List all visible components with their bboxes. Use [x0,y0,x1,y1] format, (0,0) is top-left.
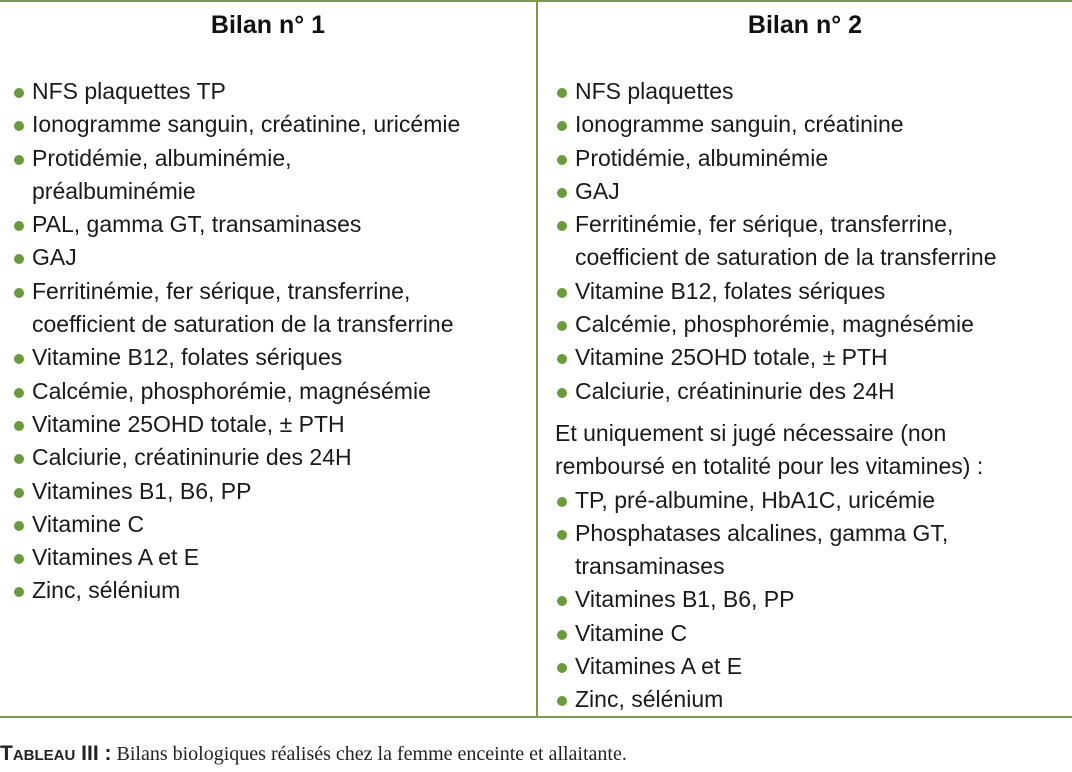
bullet-icon [557,696,567,706]
bullet-icon [14,221,24,231]
bullet-icon [557,188,567,198]
item-line: Calciurie, créatininurie des 24H [32,444,352,471]
conditional-note [555,417,1072,484]
bullet-icon [14,388,24,398]
list-item [12,574,536,607]
list-item [555,75,1072,108]
bullet-icon [557,497,567,507]
list-item [12,241,536,274]
bullet-icon [557,121,567,131]
column-bilan-2 [538,2,1072,717]
item-line: NFS plaquettes TP [32,78,226,104]
bullet-icon [557,596,567,606]
bullet-icon [14,554,24,564]
list-item [555,484,1072,517]
item-line: Vitamines A et E [575,653,743,680]
list-item [555,650,1072,683]
item-line: Vitamine 25OHD totale, ± PTH [32,410,345,437]
bullet-icon [14,454,24,464]
list-item [12,208,536,241]
item-line: préalbuminémie [32,177,196,204]
item-line: Ionogramme sanguin, créatinine, uricémie [32,111,461,138]
list-item [12,475,536,508]
item-line: Vitamine B12, folates sériques [32,344,343,371]
note-line: remboursé en totalité pour les vitamines) : [555,453,984,480]
column-header: Bilan n° 1 [210,11,326,39]
item-line: coefficient de saturation de la transferrine [32,311,454,338]
list-item [12,441,536,474]
bullet-icon [557,155,567,165]
item-line: Ferritinémie, fer sérique, transferrine, [575,211,954,238]
table-caption [0,742,627,766]
bullet-icon [14,155,24,165]
list-item [555,308,1072,341]
list-item [12,375,536,408]
item-line: NFS plaquettes [575,78,734,104]
list-item [555,583,1072,616]
item-line: TP, pré-albumine, HbA1C, uricémie [575,486,936,513]
list-item [12,408,536,441]
item-line: Calciurie, créatininurie des 24H [575,377,895,404]
bullet-icon [557,321,567,331]
item-line: PAL, gamma GT, transaminases [32,211,362,238]
column-header: Bilan n° 2 [747,11,863,39]
conditional-item-list [555,484,1072,717]
list-item [12,275,536,342]
item-line: transaminases [575,553,725,580]
column-bilan-1 [0,2,536,608]
item-line: Phosphatases alcalines, gamma GT, [575,519,949,546]
bullet-icon [14,521,24,531]
item-line: Calcémie, phosphorémie, magnésémie [32,377,431,404]
item-line: Vitamines B1, B6, PP [575,586,795,613]
list-item [555,375,1072,408]
item-line: GAJ [32,244,77,271]
bullet-icon [557,288,567,298]
item-line: Vitamine C [32,510,145,537]
note-line: Et uniquement si jugé nécessaire (non [555,419,947,446]
item-line: GAJ [575,177,620,204]
bullet-icon [14,121,24,131]
list-item [12,108,536,141]
item-line: Protidémie, albuminémie, [32,144,292,171]
bullet-icon [14,288,24,298]
bullet-icon [557,663,567,673]
list-item [12,341,536,374]
list-item [555,683,1072,716]
item-line: Vitamine C [575,619,688,646]
item-list [555,75,1072,408]
list-item [555,275,1072,308]
list-item [555,108,1072,141]
item-line: Vitamine 25OHD totale, ± PTH [575,344,888,371]
caption-text: Bilans biologiques réalisés chez la femme enceinte et allaitante. [111,743,627,765]
list-item [12,541,536,574]
bullet-icon [14,254,24,264]
bullet-icon [14,88,24,98]
item-line: Zinc, sélénium [575,686,724,713]
bullet-icon [557,221,567,231]
list-item [555,175,1072,208]
bullet-icon [557,88,567,98]
list-item [12,508,536,541]
list-item [12,142,536,209]
bullet-icon [557,388,567,398]
bullet-icon [557,630,567,640]
list-item [555,617,1072,650]
bullet-icon [14,354,24,364]
bullet-icon [557,354,567,364]
caption-label: Tableau III : [0,742,112,765]
list-item [555,341,1072,374]
item-line: Ferritinémie, fer sérique, transferrine, [32,277,411,304]
item-line: Vitamines B1, B6, PP [32,477,252,504]
list-item [555,208,1072,275]
bullet-icon [557,530,567,540]
bullet-icon [14,587,24,597]
list-item [555,517,1072,584]
item-list [12,75,536,608]
list-item [12,75,536,108]
item-line: coefficient de saturation de la transferrine [575,244,997,271]
item-line: Vitamine B12, folates sériques [575,277,886,304]
item-line: Ionogramme sanguin, créatinine [575,111,904,138]
bullet-icon [14,488,24,498]
list-item [555,142,1072,175]
item-line: Vitamines A et E [32,544,200,571]
item-line: Protidémie, albuminémie [575,144,829,171]
item-line: Zinc, sélénium [32,577,181,604]
item-line: Calcémie, phosphorémie, magnésémie [575,311,974,338]
bullet-icon [14,421,24,431]
